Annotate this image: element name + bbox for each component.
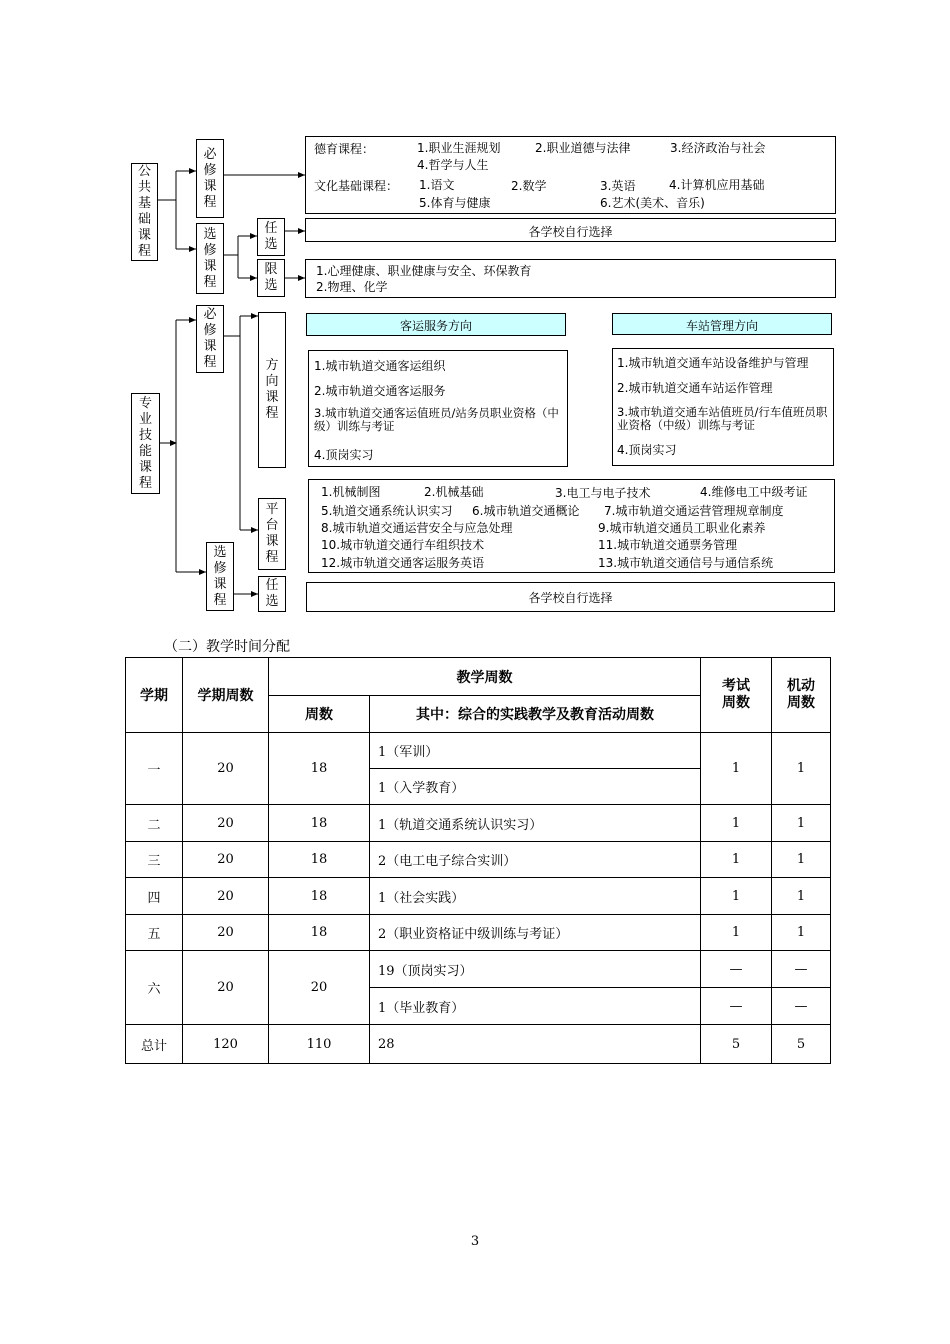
table-row: 二 20 18 1（轨道交通系统认识实习） 1 1: [126, 805, 831, 842]
public-required-content: [305, 136, 836, 214]
station-items-box: [612, 348, 834, 466]
list-item: 10.城市轨道交通行车组织技术: [321, 538, 485, 552]
teaching-time-table: [125, 657, 831, 1064]
header-weeks: 周数: [269, 696, 370, 733]
passenger-items-box: [308, 350, 568, 467]
header-practice: 其中：综合的实践教学及教育活动周数: [370, 696, 701, 733]
culture-label: 文化基础课程：: [314, 179, 399, 193]
table-row: 1（入学教育）: [126, 769, 831, 805]
section-title: （二）教学时间分配: [164, 639, 290, 655]
public-restricted-node: 限选: [257, 259, 285, 297]
table-row: 六 20 20 19（顶岗实习） — —: [126, 951, 831, 988]
platform-items-box: [308, 479, 835, 573]
list-item: 7.城市轨道交通运营管理规章制度: [604, 504, 784, 518]
header-flex-weeks: 机动周数: [772, 658, 831, 733]
list-item: 4.维修电工中级考证: [700, 485, 808, 499]
moral-label: 德育课程：: [314, 142, 375, 156]
table-row: 1（毕业教育） — —: [126, 988, 831, 1025]
public-required-node: 必修课程: [196, 139, 224, 218]
culture-item: 3.英语: [600, 179, 636, 193]
list-item: 11.城市轨道交通票务管理: [598, 538, 738, 552]
school-choice-label: 各学校自行选择: [528, 591, 613, 605]
header-teaching-weeks: 教学周数: [269, 658, 701, 696]
moral-item: 3.经济政治与社会: [670, 141, 766, 155]
list-item: 13.城市轨道交通信号与通信系统: [598, 556, 774, 570]
list-item: 1.城市轨道交通车站设备维护与管理: [617, 356, 809, 370]
public-elective-node: 选修课程: [196, 223, 224, 294]
restricted-item: 1.心理健康、职业健康与安全、环保教育: [316, 264, 532, 278]
public-base-node: 公共基础课程: [131, 163, 158, 261]
table-row: 三 20 18 2（电工电子综合实训） 1 1: [126, 842, 831, 878]
list-item: 4.顶岗实习: [314, 448, 374, 462]
professional-optional-node: 任选: [258, 576, 286, 612]
list-item: 2.城市轨道交通客运服务: [314, 384, 446, 398]
table-row-total: 总计 120 110 28 5 5: [126, 1025, 831, 1064]
restricted-item: 2.物理、化学: [316, 280, 388, 294]
list-item: 4.顶岗实习: [617, 443, 677, 457]
list-item: 1.城市轨道交通客运组织: [314, 359, 446, 373]
professional-required-node: 必修课程: [196, 305, 224, 373]
table-row: 四 20 18 1（社会实践） 1 1: [126, 878, 831, 915]
table-row: 一 20 18 1（军训） 1 1: [126, 733, 831, 769]
list-item: 6.城市轨道交通概论: [472, 504, 580, 518]
moral-item: 2.职业道德与法律: [535, 141, 631, 155]
passenger-direction-header: 客运服务方向: [306, 313, 566, 336]
direction-course-node: 方向课程: [258, 312, 286, 468]
list-item: 2.机械基础: [424, 485, 484, 499]
list-item: 2.城市轨道交通车站运作管理: [617, 381, 773, 395]
header-semester: 学期: [126, 658, 183, 733]
list-item: 12.城市轨道交通客运服务英语: [321, 556, 485, 570]
list-item: 3.电工与电子技术: [555, 486, 651, 500]
public-optional-content: [305, 218, 836, 242]
list-item: 3.城市轨道交通车站值班员/行车值班员职业资格（中级）训练与考证: [617, 405, 828, 432]
school-choice-label: 各学校自行选择: [528, 225, 613, 239]
page-number: 3: [470, 1234, 480, 1249]
header-semester-weeks: 学期周数: [183, 658, 269, 733]
list-item: 9.城市轨道交通员工职业化素养: [598, 521, 766, 535]
moral-item: 4.哲学与人生: [417, 158, 489, 172]
list-item: 8.城市轨道交通运营安全与应急处理: [321, 521, 513, 535]
list-item: 1.机械制图: [321, 485, 381, 499]
culture-item: 6.艺术(美术、音乐): [600, 196, 705, 210]
table-row: 五 20 18 2（职业资格证中级训练与考证） 1 1: [126, 915, 831, 951]
moral-item: 1.职业生涯规划: [417, 141, 501, 155]
culture-item: 2.数学: [511, 179, 547, 193]
platform-course-node: 平台课程: [258, 498, 286, 570]
list-item: 5.轨道交通系统认识实习: [321, 504, 453, 518]
culture-item: 1.语文: [419, 178, 455, 192]
station-direction-header: 车站管理方向: [612, 313, 832, 335]
culture-item: 5.体育与健康: [419, 196, 491, 210]
professional-node: 专业技能课程: [131, 393, 160, 494]
public-restricted-content: [305, 259, 836, 298]
list-item: 3.城市轨道交通客运值班员/站务员职业资格（中级）训练与考证: [314, 406, 559, 433]
professional-optional-content: [306, 582, 835, 612]
professional-elective-node: 选修课程: [206, 542, 234, 611]
header-exam-weeks: 考试周数: [701, 658, 772, 733]
culture-item: 4.计算机应用基础: [669, 178, 765, 192]
public-optional-node: 任选: [257, 218, 285, 256]
